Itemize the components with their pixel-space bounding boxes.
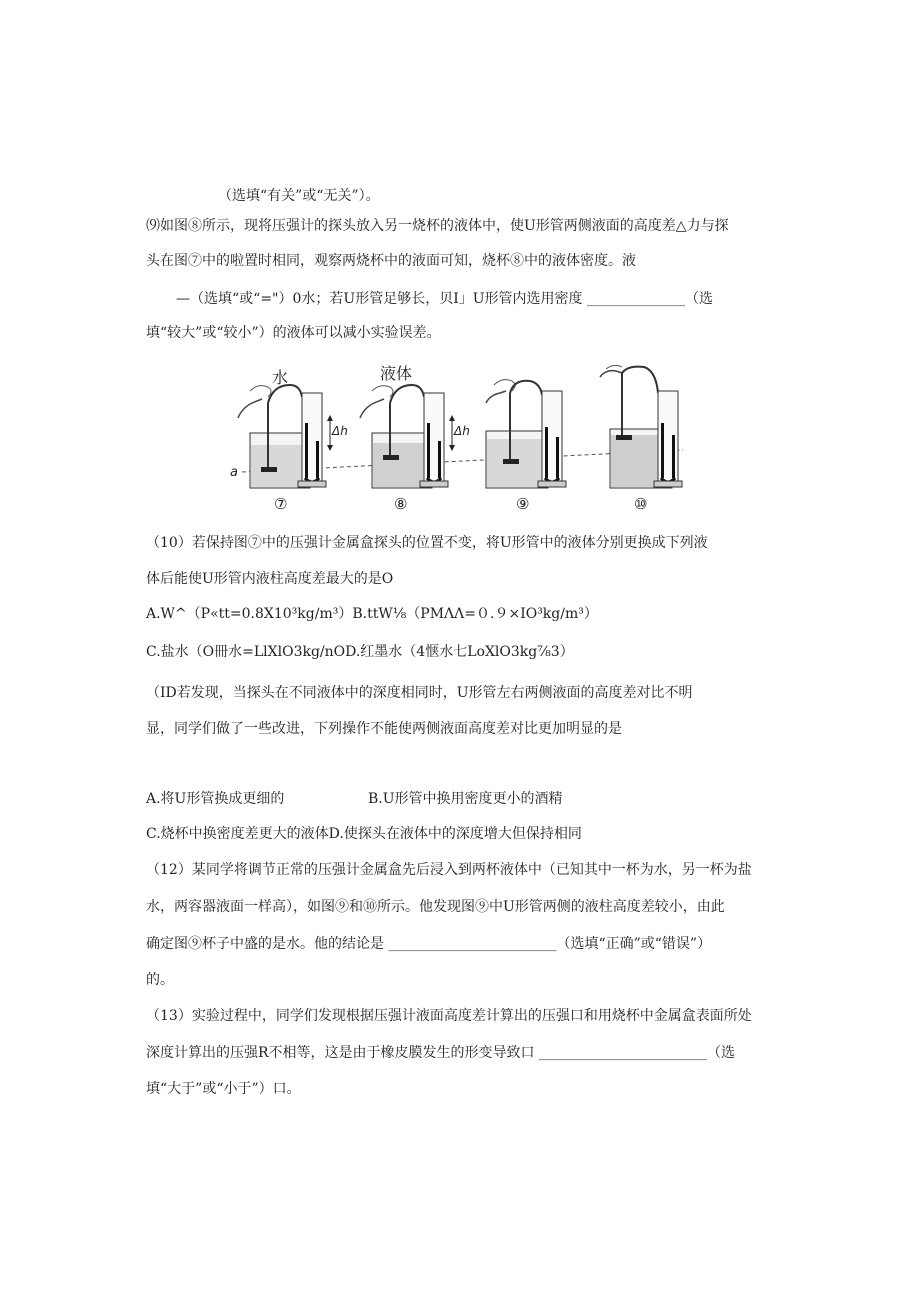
option-b: B.U形管中换用密度更小的酒精 xyxy=(368,791,563,807)
text-line-14: 水，两容器液面一样高），如图⑨和⑩所示。他发现图⑨中U形管两侧的液柱高度差较小，由此 xyxy=(146,899,725,915)
text-line-18: 深度计算出的压强R不相等，这是由于橡皮膜发生的形变导致口 ________________________（选 xyxy=(146,1045,735,1061)
text-line-16: 的。 xyxy=(146,972,174,988)
text-line-10: （ID若发现，当探头在不同液体中的深度相同时，U形管左右两侧液面的高度差对比不明 xyxy=(146,685,693,701)
panel-label-7: ⑦ xyxy=(274,495,288,513)
panel-9 xyxy=(486,380,566,488)
pressure-gauge-figure xyxy=(228,363,690,515)
text-line-12: C.烧杯中换密度差更大的液体D.使探头在液体中的深度增大但保持相同 xyxy=(146,826,582,842)
label-water: 水 xyxy=(272,368,289,387)
panel-8 xyxy=(360,385,455,488)
text-line-8: A.W^（P«tt=0.8X10³kg∕m³）B.ttW⅛（PMΛΛ=０.９×IO³kg∕m³） xyxy=(146,606,598,622)
panel-10 xyxy=(600,365,682,488)
text-line-13: （12）某同学将调节正常的压强计金属盒先后浸入到两杯液体中（已知其中一杯为水，另一杯为盐 xyxy=(146,862,752,878)
text-line-17: （13）实验过程中，同学们发现根据压强计液面高度差计算出的压强口和用烧杯中金属盒表面所处 xyxy=(146,1008,752,1024)
delta-h-label-8: Δh xyxy=(454,424,470,438)
panel-7 xyxy=(238,385,333,488)
panel-label-10: ⑩ xyxy=(634,495,648,513)
text-line-19: 填“大于”或“小于”）口。 xyxy=(146,1081,301,1097)
label-a: a xyxy=(230,465,238,480)
text-line-3: 头在图⑦中的啦置时相同，观察两烧杯中的液面可知，烧杯⑧中的液体密度。液 xyxy=(146,253,636,269)
text-line-6: （10）若保持图⑦中的压强计金属盒探头的位置不变，将U形管中的液体分别更换成下列液 xyxy=(146,535,708,551)
text-line-4: —（选填“或“="）0水；若U形管足够长，贝I」U形管内选用密度 ______________（选 xyxy=(176,291,713,307)
panel-label-9: ⑨ xyxy=(516,495,530,513)
text-line-5: 填“较大”或“较小”）的液体可以减小实验误差。 xyxy=(146,325,441,341)
text-line-11: 显，同学们做了一些改进，下列操作不能使两侧液面高度差对比更加明显的是 xyxy=(146,721,622,737)
text-line-1: （选填“有关”或“无关”）。 xyxy=(218,188,380,204)
delta-h-label-7: Δh xyxy=(332,424,348,438)
text-line-7: 体后能使U形管内液柱高度差最大的是O xyxy=(146,571,394,587)
panel-label-8: ⑧ xyxy=(394,495,408,513)
text-line-2: ⑼如图⑧所示，现将压强计的探头放入另一烧杯的液体中，使U形管两侧液面的高度差△力与探 xyxy=(146,218,729,234)
text-line-9: C.盐水（O冊水=LlXlO3kg/nOD.红墨水（4惬水七LoXlO3kg⅞3） xyxy=(146,644,574,660)
text-line-15: 确定图⑨杯子中盛的是水。他的结论是 ________________________（选填“正确”或“错误”） xyxy=(146,936,712,952)
label-liquid: 液体 xyxy=(380,364,413,383)
option-a: A.将U形管换成更细的 xyxy=(146,791,285,807)
